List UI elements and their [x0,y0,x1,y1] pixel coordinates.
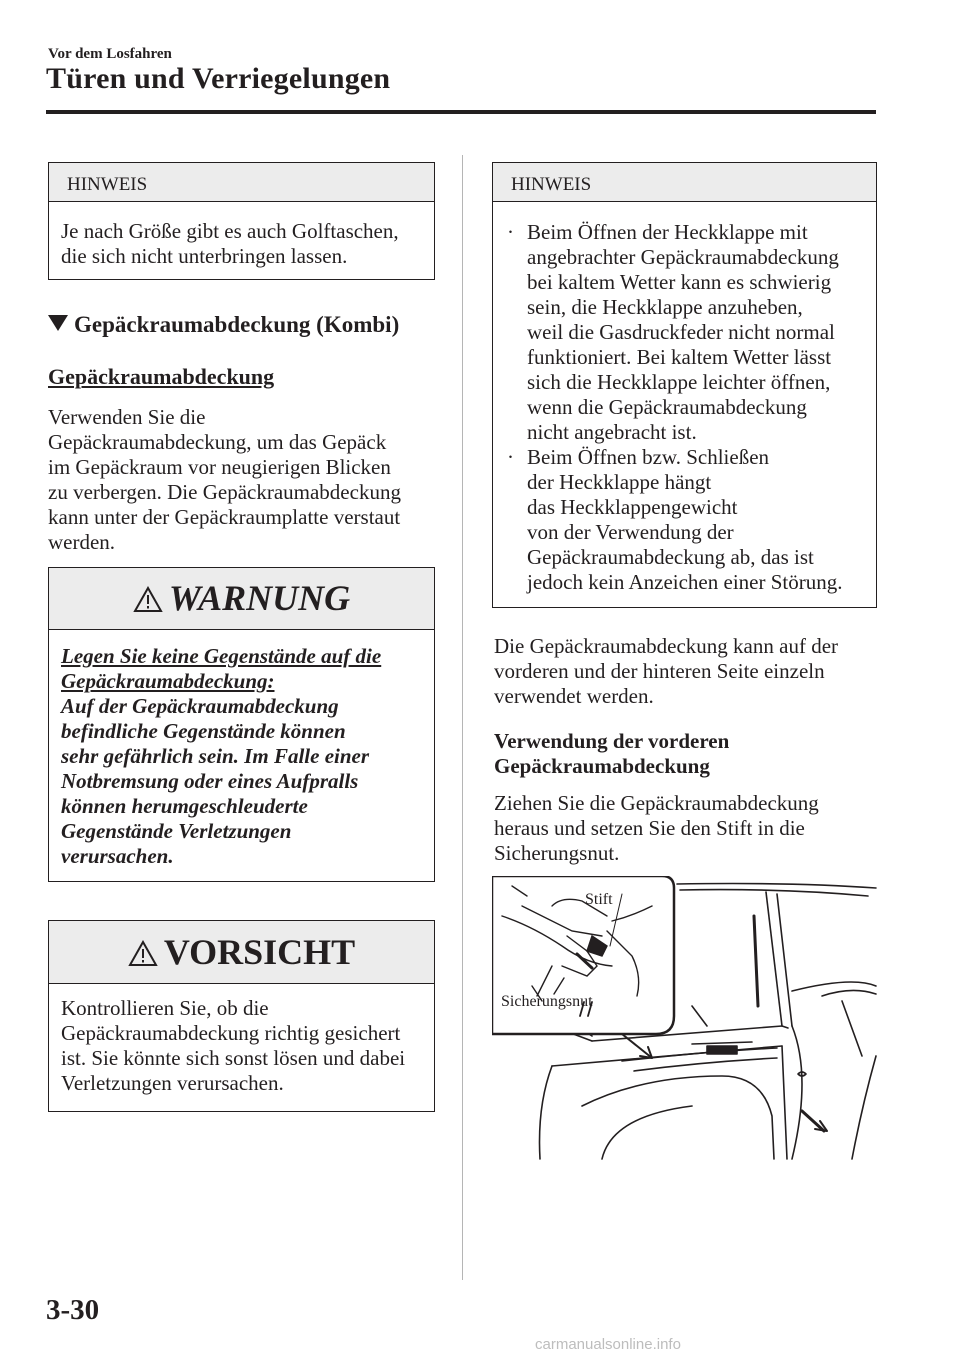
note-text [49,202,434,269]
caution-line: Verletzungen verursachen. [61,1071,284,1095]
paragraph-line: Verwenden Sie die [48,405,206,429]
note-line: die sich nicht unterbringen lassen. [61,244,348,268]
caution-line: ist. Sie könnte sich sonst lösen und dabei [61,1046,406,1070]
warning-triangle-icon [128,940,158,967]
caution-line: Gepäckraumabdeckung richtig gesichert [61,1021,401,1045]
note-line: jedoch kein Anzeichen einer Störung. [527,570,843,594]
warning-header [49,568,434,630]
warning-box [48,567,435,882]
warning-line: Auf der Gepäckraumabdeckung [61,694,339,718]
note-line: sein, die Heckklappe anzuheben, [527,295,803,319]
watermark: carmanualsonline.info [535,1336,681,1353]
note-title: HINWEIS [493,163,876,202]
note-line: wenn die Gepäckraumabdeckung [527,395,807,419]
note-line: nicht angebracht ist. [527,420,697,444]
heading-line: Verwendung der vorderen [494,729,730,753]
note-line: sich die Heckklappe leichter öffnen, [527,370,831,394]
warning-headline-line: Gepäckraumabdeckung: [61,669,275,693]
section-title: Gepäckraumabdeckung (Kombi) [74,312,400,337]
paragraph-line: verwendet werden. [494,684,654,708]
running-title: Vor dem Losfahren [48,46,172,62]
section-heading [48,312,399,338]
paragraph-line: Die Gepäckraumabdeckung kann auf der [494,634,839,658]
caution-box [48,920,435,1112]
warning-text [49,630,434,869]
warning-line: sehr gefährlich sein. Im Falle einer [61,744,370,768]
header-rule [46,110,876,114]
note-title: HINWEIS [49,163,434,202]
note-box-tailgate [492,162,877,608]
page-number: 3-30 [46,1294,100,1326]
intro-paragraph [48,405,448,555]
warning-line: Gegenstände Verletzungen [61,819,292,843]
paragraph-line: Gepäckraumabdeckung, um das Gepäck [48,430,387,454]
warning-line: Notbremsung oder eines Aufpralls [61,769,359,793]
caution-header [49,921,434,984]
note-line: weil die Gasdruckfeder nicht normal [527,320,835,344]
subsection-title: Gepäckraumabdeckung [48,364,275,389]
bullet-dot-icon: · [507,445,514,469]
caution-title: VORSICHT [163,932,356,972]
label-groove: Sicherungsnut [501,993,593,1010]
instruction-paragraph [494,791,874,866]
caution-text [49,984,434,1096]
paragraph-line: Ziehen Sie die Gepäckraumabdeckung [494,791,819,815]
warning-line: verursachen. [61,844,174,868]
paragraph-line: kann unter der Gepäckraumplatte verstaut [48,505,401,529]
note-line: Beim Öffnen bzw. Schließen [527,445,770,469]
warning-triangle-icon [133,586,163,613]
note-line: funktioniert. Bei kaltem Wetter lässt [527,345,832,369]
note-line: das Heckklappengewicht [527,495,738,519]
bullet-dot-icon: · [507,220,514,244]
note-bullet [507,445,876,595]
warning-line: befindliche Gegenstände können [61,719,346,743]
column-divider [462,155,463,1280]
chapter-title: Türen und Verriegelungen [46,62,391,95]
note-line: bei kaltem Wetter kann es schwierig [527,270,832,294]
warning-title: WARNUNG [168,578,351,618]
heading-line: Gepäckraumabdeckung [494,754,710,778]
caution-line: Kontrollieren Sie, ob die [61,996,269,1020]
note-line: Gepäckraumabdeckung ab, das ist [527,545,814,569]
paragraph-line: vorderen und der hinteren Seite einzeln [494,659,825,683]
front-cover-heading [494,729,729,779]
triangle-down-icon [48,315,68,331]
label-pin: Stift [585,891,613,908]
usage-paragraph [494,634,874,709]
paragraph-line: werden. [48,530,116,554]
note-line: Je nach Größe gibt es auch Golftaschen, [61,219,399,243]
warning-line: können herumgeschleuderte [61,794,308,818]
paragraph-line: heraus und setzen Sie den Stift in die [494,816,805,840]
note-line: Beim Öffnen der Heckklappe mit [527,220,808,244]
paragraph-line: im Gepäckraum vor neugierigen Blicken [48,455,391,479]
note-bullet [507,220,876,445]
paragraph-line: zu verbergen. Die Gepäckraumabdeckung [48,480,401,504]
note-line: der Heckklappe hängt [527,470,712,494]
note-text [493,202,876,595]
note-box-golf-bags [48,162,435,280]
note-line: von der Verwendung der [527,520,734,544]
cargo-cover-illustration [492,876,878,1161]
warning-headline-line: Legen Sie keine Gegenstände auf die [61,644,382,668]
note-line: angebrachter Gepäckraumabdeckung [527,245,839,269]
paragraph-line: Sicherungsnut. [494,841,620,865]
